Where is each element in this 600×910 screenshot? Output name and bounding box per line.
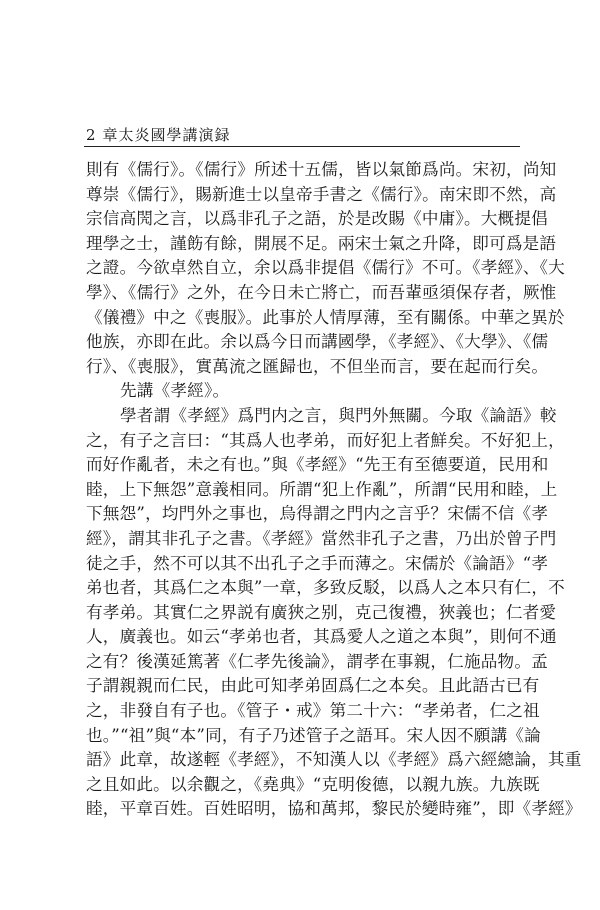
text-line: 則有《儒行》。《儒行》所述十五儒，皆以氣節爲尚。宋初，尚知 [86,160,557,179]
book-title: 章太炎國學講演録 [102,126,231,144]
text-line: 下無怨”，均門外之事也，烏得謂之門内之言乎？宋儒不信《孝 [86,504,549,524]
body-text [86,158,582,822]
running-head [86,124,231,145]
text-line: 之有？後漢延篤著《仁孝先後論》，謂孝在事親，仁施品物。孟 [86,651,548,671]
text-line: 尊崇《儒行》，賜新進士以皇帝手書之《儒行》。南宋即不然，高 [86,184,557,204]
paragraph-first-line: 學者謂《孝經》爲門内之言，與門外無關。今取《論語》較 [120,405,557,425]
section-heading-line: 先講《孝經》。 [120,381,230,401]
header-rule [84,146,520,147]
text-line: 徒之手，然不可以其不出孔子之手而薄之。宋儒於《論語》“孝 [86,553,549,573]
text-line: 理學之士，謹飭有餘，開展不足。兩宋士氣之升降，即可爲是語 [86,233,557,253]
text-line: 人，廣義也。如云“孝弟也者，其爲愛人之道之本與”，則何不通 [86,627,557,647]
text-line: 學》、《儒行》之外，在今日未亡將亡，而吾輩亟須保存者，厥惟 [86,282,557,302]
text-line: 而好作亂者，未之有也。”與《孝經》“先王有至德要道，民用和 [86,455,549,475]
text-line: 子謂親親而仁民，由此可知孝弟固爲仁之本矣。且此語古已有 [86,676,540,696]
text-line: 睦，平章百姓。百姓昭明，協和萬邦，黎民於變時雍”，即《孝經》 [86,799,582,819]
text-line: 《儀禮》中之《喪服》。此事於人情厚薄，至有關係。中華之異於 [86,307,565,327]
text-line: 行》、《喪服》，實萬流之匯歸也，不但坐而言，要在起而行矣。 [86,356,549,376]
text-line: 之，有子之言曰：“其爲人也孝弟，而好犯上者鮮矣。不好犯上， [86,430,565,450]
text-line: 之且如此。以余觀之，《堯典》“克明俊德，以親九族。九族既 [86,774,540,794]
text-line: 弟也者，其爲仁之本與”一章，多致反駁，以爲人之本只有仁，不 [86,578,565,598]
text-line: 睦，上下無怨”意義相同。所謂“犯上作亂”，所謂“民用和睦，上 [86,479,558,499]
text-line: 宗信高閌之言，以爲非孔子之語，於是改賜《中庸》。大概提倡 [86,209,548,229]
text-line: 之，非發自有子也。《管子・戒》第二十六：“孝弟者，仁之祖 [86,701,540,721]
text-line: 有孝弟。其實仁之界説有廣狹之别，克己復禮，狹義也；仁者愛 [86,602,557,622]
text-line: 語》此章，故遂輕《孝經》，不知漢人以《孝經》爲六經總論，其重 [86,750,582,770]
page-number: 2 [86,126,97,144]
text-line: 他族，亦即在此。余以爲今日而講國學，《孝經》、《大學》、《儒 [86,332,549,352]
text-line: 經》，謂其非孔子之書。《孝經》當然非孔子之書，乃出於曾子門 [86,528,557,548]
text-line: 之證。今欲卓然自立，余以爲非提倡《儒行》不可。《孝經》、《大 [86,258,565,278]
text-line: 也。”“祖”與“本”同，有子乃述管子之語耳。宋人因不願講《論 [86,725,541,745]
